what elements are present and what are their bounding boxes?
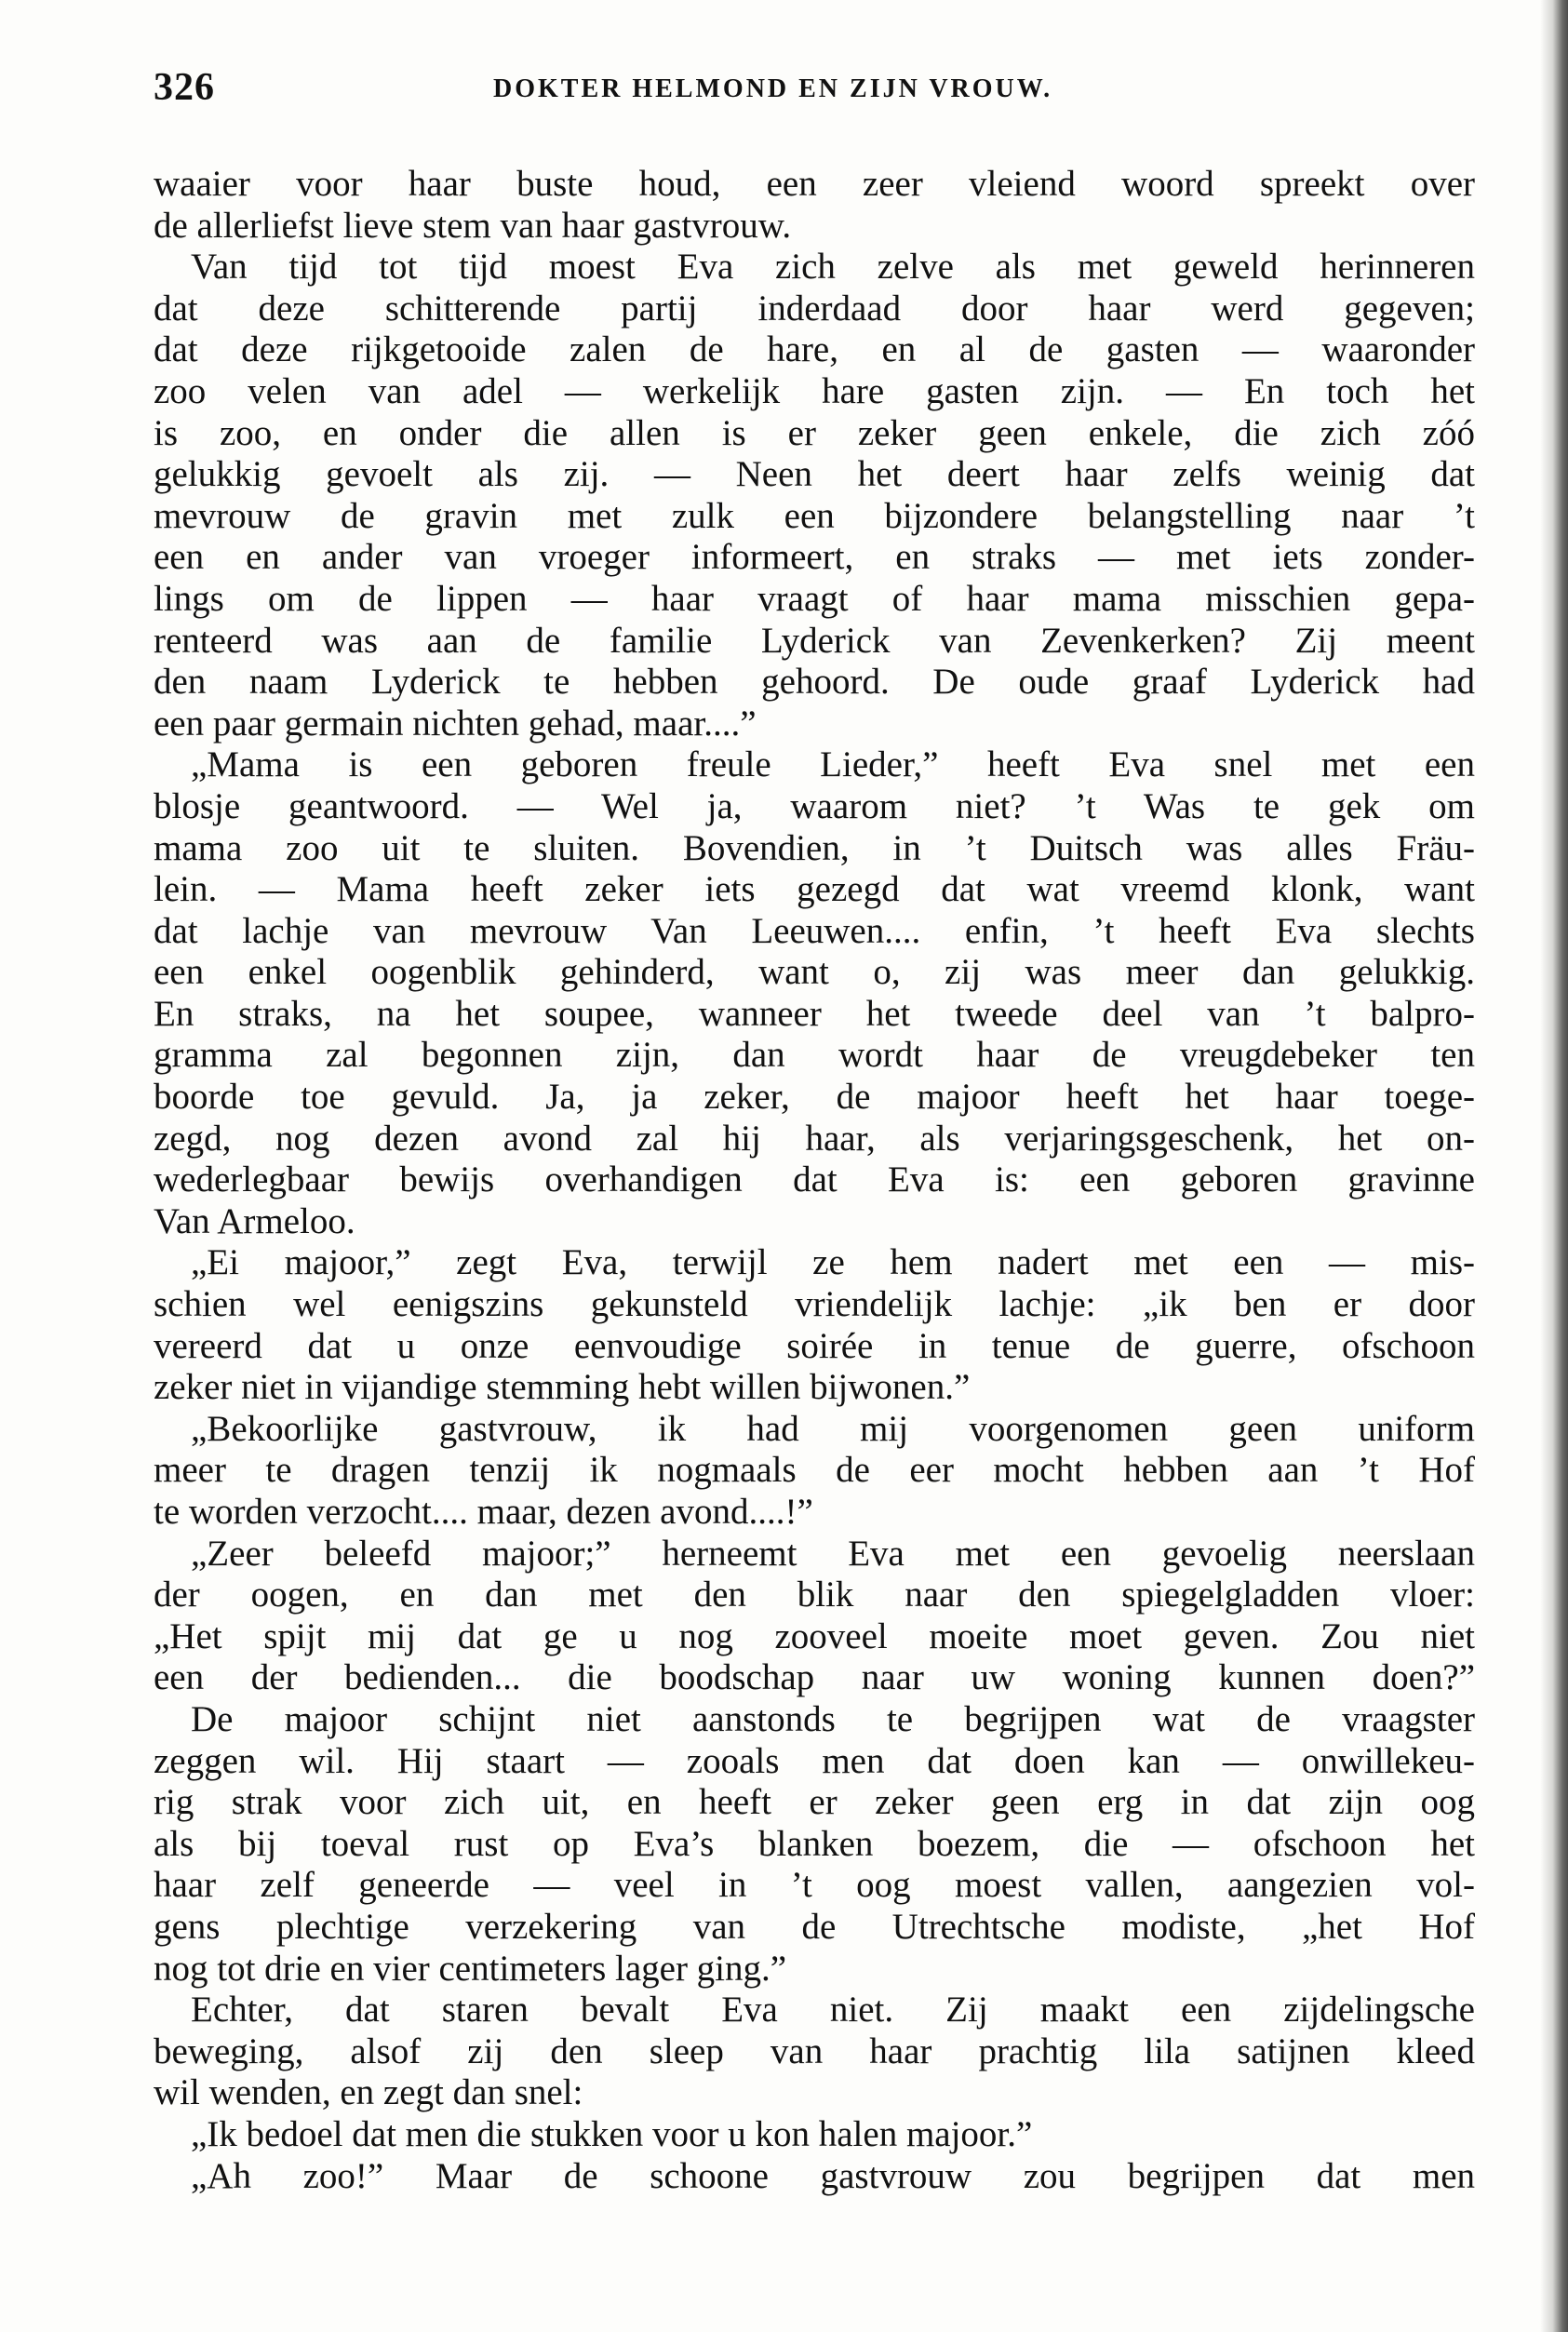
text-line: „Het spijt mij dat ge u nog zooveel moeite moet geven. Zou niet [154,1615,1475,1656]
text-line: is zoo, en onder die allen is er zeker geen enkele, die zich zóó [154,412,1475,453]
text-line: En straks, na het soupee, wanneer het tweede deel van ’t balpro- [154,993,1475,1034]
page-number: 326 [154,66,215,109]
text-line: dat deze rijkgetooide zalen de hare, en al de gasten — waaronder [154,329,1475,370]
text-line: Van Armeloo. [154,1200,355,1241]
text-line: als bij toeval rust op Eva’s blanken boezem, die — ofschoon het [154,1823,1475,1864]
text-line: „Zeer beleefd majoor;” herneemt Eva met een gevoelig neerslaan [191,1533,1475,1574]
text-line: Echter, dat staren bevalt Eva niet. Zij maakt een zijdelingsche [191,1990,1475,2030]
text-line: zeggen wil. Hij staart — zooals men dat doen kan — onwillekeu- [154,1740,1475,1781]
text-line: De majoor schijnt niet aanstonds te begrijpen wat de vraagster [191,1698,1475,1739]
text-line: zeker niet in vijandige stemming hebt willen bijwonen.” [154,1367,971,1408]
text-line: wil wenden, en zegt dan snel: [154,2072,583,2113]
text-line: zoo velen van adel — werkelijk hare gasten zijn. — En toch het [154,370,1475,411]
text-line: haar zelf geneerde — veel in ’t oog moest vallen, aangezien vol- [154,1865,1475,1906]
text-line: boorde toe gevuld. Ja, ja zeker, de majoor heeft het haar toege- [154,1077,1475,1118]
text-line: een en ander van vroeger informeert, en straks — met iets zonder- [154,537,1475,578]
text-line: gramma zal begonnen zijn, dan wordt haar de vreugdebeker ten [154,1035,1475,1076]
text-line: „Ik bedoel dat men die stukken voor u kon halen majoor.” [191,2113,1033,2154]
text-line: gelukkig gevoelt als zij. — Neen het deert haar zelfs weinig dat [154,454,1475,495]
text-line: een enkel oogenblik gehinderd, want o, zij was meer dan gelukkig. [154,952,1475,993]
text-line: lein. — Mama heeft zeker iets gezegd dat wat vreemd klonk, want [154,869,1475,910]
text-line: „Ah zoo!” Maar de schoone gastvrouw zou begrijpen dat men [191,2155,1475,2196]
text-line: meer te dragen tenzij ik nogmaals de eer mocht hebben aan ’t Hof [154,1450,1475,1491]
text-line: mama zoo uit te sluiten. Bovendien, in ’t Duitsch was alles Fräu- [154,827,1475,868]
text-line: vereerd dat u onze eenvoudige soirée in tenue de guerre, ofschoon [154,1325,1475,1366]
text-line: Van tijd tot tijd moest Eva zich zelve als met geweld herinneren [191,247,1475,288]
text-line: renteerd was aan de familie Lyderick van Zevenkerken? Zij meent [154,620,1475,661]
text-line: de allerliefst lieve stem van haar gastvrouw. [154,205,792,246]
text-line: den naam Lyderick te hebben gehoord. De oude graaf Lyderick had [154,662,1475,703]
text-line: een paar germain nichten gehad, maar....” [154,703,757,744]
scanned-page-edge [1540,0,1568,2332]
text-line: beweging, alsof zij den sleep van haar prachtig lila satijnen kleed [154,2030,1475,2071]
text-line: „Mama is een geboren freule Lieder,” heeft Eva snel met een [191,744,1475,785]
text-line: zegd, nog dezen avond zal hij haar, als verjaringsgeschenk, het on- [154,1118,1475,1159]
text-line: gens plechtige verzekering van de Utrechtsche modiste, „het Hof [154,1906,1475,1947]
text-line: schien wel eenigszins gekunsteld vriendelijk lachje: „ik ben er door [154,1284,1475,1325]
text-line: rig strak voor zich uit, en heeft er zeker geen erg in dat zijn oog [154,1782,1475,1823]
text-line: „Ei majoor,” zegt Eva, terwijl ze hem nadert met een — mis- [191,1242,1475,1283]
text-line: lings om de lippen — haar vraagt of haar mama misschien gepa- [154,578,1475,619]
text-line: der oogen, en dan met den blik naar den spiegelgladden vloer: [154,1575,1475,1615]
text-line: wederlegbaar bewijs overhandigen dat Eva is: een geboren gravinne [154,1159,1475,1200]
text-line: dat lachje van mevrouw Van Leeuwen.... enfin, ’t heeft Eva slechts [154,910,1475,951]
text-line: mevrouw de gravin met zulk een bijzondere belangstelling naar ’t [154,495,1475,536]
running-title: DOKTER HELMOND EN ZIJN VROUW. [493,74,1053,103]
text-line: blosje geantwoord. — Wel ja, waarom niet? ’t Was te gek om [154,785,1475,826]
text-line: te worden verzocht.... maar, dezen avond....!” [154,1492,813,1532]
text-line: waaier voor haar buste houd, een zeer vleiend woord spreekt over [154,164,1475,204]
body-text [154,164,1475,2197]
page-header [154,65,1475,121]
text-line: dat deze schitterende partij inderdaad door haar werd gegeven; [154,288,1475,328]
text-line: „Bekoorlijke gastvrouw, ik had mij voorgenomen geen uniform [191,1408,1475,1449]
text-line: nog tot drie en vier centimeters lager ging.” [154,1948,787,1989]
text-line: een der bedienden... die boodschap naar uw woning kunnen doen?” [154,1657,1475,1698]
